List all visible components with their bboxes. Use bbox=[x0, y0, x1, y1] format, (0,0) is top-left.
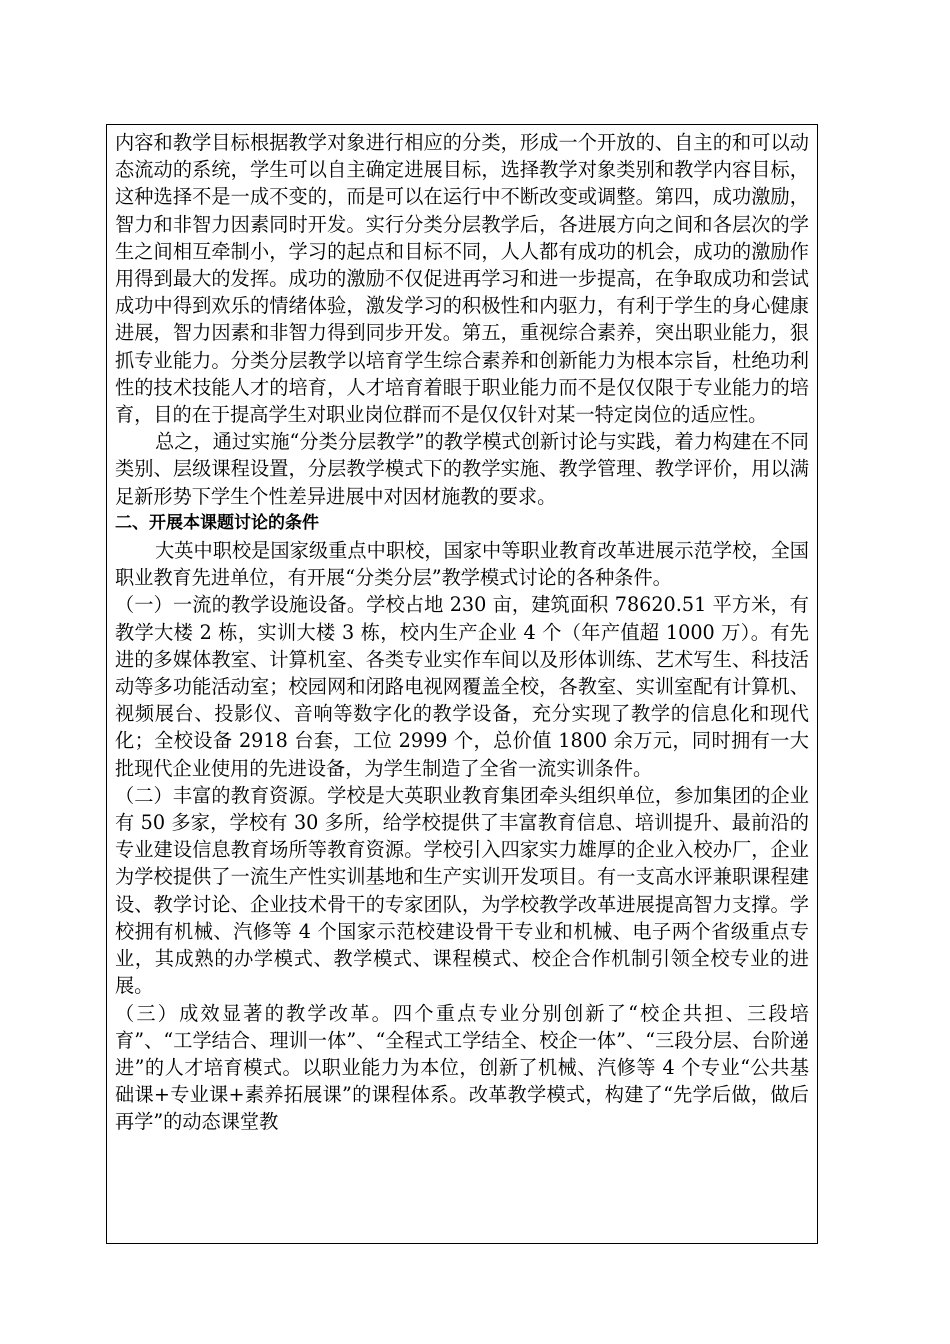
paragraph-school-intro: 大英中职校是国家级重点中职校，国家中等职业教育改革进展示范学校，全国职业教育先进单位，有开展“分类分层”教学模式讨论的各种条件。 bbox=[115, 539, 809, 590]
paragraph-continuation: 内容和教学目标根据教学对象进行相应的分类，形成一个开放的、自主的和可以动态流动的系统，学生可以自主确定进展目标，选择教学对象类别和教学内容目标，这种选择不是一成不变的，而是可以在运行中不断改变或调整。第四，成功激励，智力和非智力因素同时开发。实行分类分层教学后，各进展方向之间和各层次的学生之间相互牵制小，学习的起点和目标不同，人人都有成功的机会，成功的激励作用得到最大的发挥。成功的激励不仅促进再学习和进一步提高，在争取成功和尝试成功中得到欢乐的情绪体验，激发学习的积极性和内驱力，有利于学生的身心健康进展，智力因素和非智力得到同步开发。第五，重视综合素养，突出职业能力，狠抓专业能力。分类分层教学以培育学生综合素养和创新能力为根本宗旨，杜绝功利性的技术技能人才的培育，人才培育着眼于职业能力而不是仅仅限于专业能力的培育，目的在于提高学生对职业岗位群而不是仅仅针对某一特定岗位的适应性。 bbox=[115, 131, 809, 427]
paragraph-facilities: （一）一流的教学设施设备。学校占地 230 亩，建筑面积 78620.51 平方米，有教学大楼 2 栋，实训大楼 3 栋，校内生产企业 4 个（年产值超 1000 万）。有先进的多媒体教室、计算机室、各类专业实作车间以及形体训练、艺术写生、科技活动等多功能活动室；校园网和闭路电视网覆盖全校，各教室、实训室配有计算机、视频展台、投影仪、音响等数字化的教学设备，充分实现了教学的信息化和现代化；全校设备 2918 台套，工位 2999 个，总价值 1800 余万元，同时拥有一大批现代企业使用的先进设备，为学生制造了全省一流实训条件。 bbox=[115, 593, 809, 780]
table-cell-frame bbox=[106, 124, 818, 1244]
paragraph-summary: 总之，通过实施“分类分层教学”的教学模式创新讨论与实践，着力构建在不同类别、层级课程设置，分层教学模式下的教学实施、教学管理、教学评价，用以满足新形势下学生个性差异进展中对因材施教的要求。 bbox=[115, 430, 809, 508]
section-heading: 二、开展本课题讨论的条件 bbox=[115, 512, 319, 533]
paragraph-reform: （三）成效显著的教学改革。四个重点专业分别创新了“校企共担、三段培育”、“工学结合、理训一体”、“全程式工学结全、校企一体”、“三段分层、台阶递进”的人才培育模式。以职业能力为本位，创新了机械、汽修等 4 个专业“公共基础课+专业课+素养拓展课”的课程体系。改革教学模式，构建了“先学后做，做后再学”的动态课堂教 bbox=[115, 1001, 809, 1134]
document-body bbox=[115, 129, 809, 1136]
paragraph-resources: （二）丰富的教育资源。学校是大英职业教育集团牵头组织单位，参加集团的企业有 50 多家，学校有 30 多所，给学校提供了丰富教育信息、培训提升、最前沿的专业建设信息教育场所等教育资源。学校引入四家实力雄厚的企业入校办厂，企业为学校提供了一流生产性实训基地和生产实训开发项目。有一支高水评兼职课程建设、教学讨论、企业技术骨干的专家团队，为学校教学改革进展提高智力支撑。学校拥有机械、汽修等 4 个国家示范校建设骨干专业和机械、电子两个省级重点专业，其成熟的办学模式、教学模式、课程模式、校企合作机制引领全校专业的进展。 bbox=[115, 783, 809, 998]
